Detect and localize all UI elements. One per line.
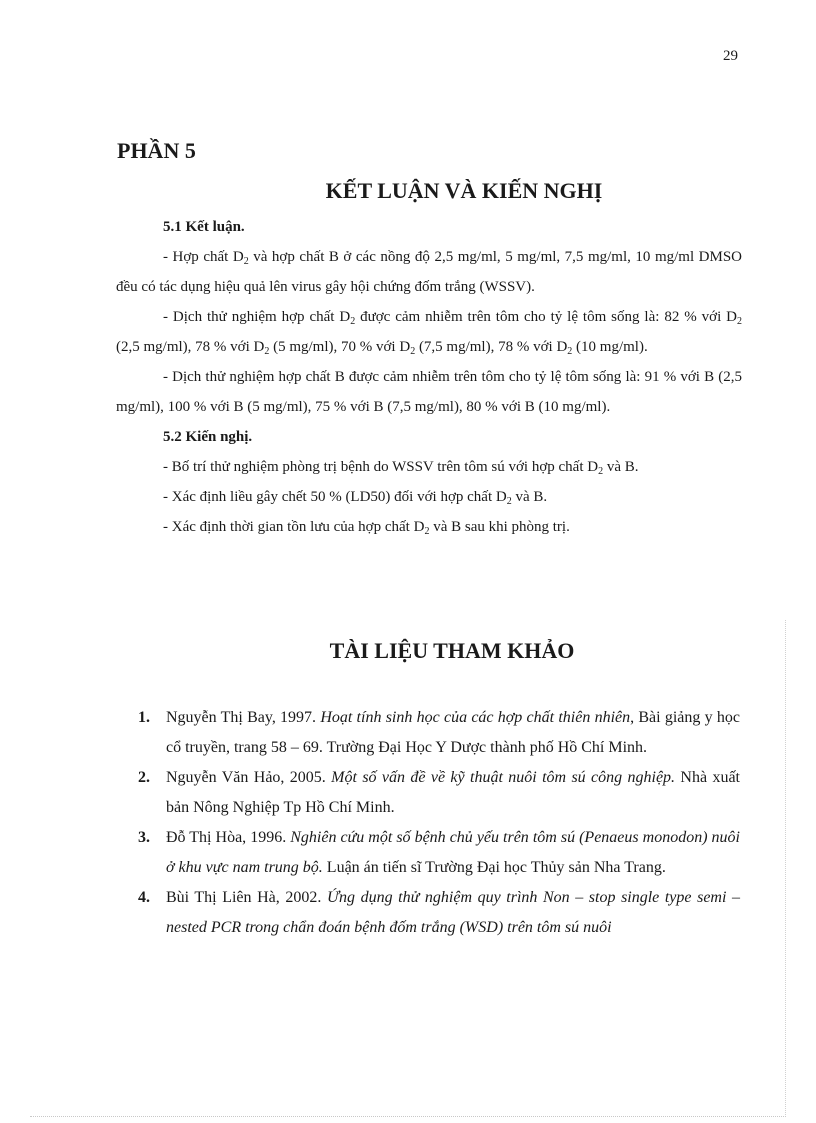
reference-number: 3. bbox=[138, 829, 150, 846]
reference-item: 1. Nguyễn Thị Bay, 1997. Hoạt tính sinh học của các hợp chất thiên nhiên, Bài giảng y học cổ truyền, trang 58 – 69. Trường Đại Học Y Dược thành phố Hồ Chí Minh. bbox=[138, 703, 740, 763]
recommendation-item: - Xác định liều gây chết 50 % (LD50) đối với hợp chất $D_2$ và B. bbox=[163, 489, 548, 507]
references-list bbox=[138, 703, 740, 943]
conclusion-paragraph: - Hợp chất $D_2$ và hợp chất B ở các nồng độ 2,5 mg/ml, 5 mg/ml, 7,5 mg/ml, 10 mg/ml DMSO đều có tác dụng hiệu quả lên virus gây hội chứng đốm trắng (WSSV). bbox=[116, 249, 743, 295]
reference-item: 3. Đỗ Thị Hòa, 1996. Nghiên cứu một số bệnh chủ yếu trên tôm sú (Penaeus monodon) nuôi ở khu vực nam trung bộ. Luận án tiến sĩ Trường Đại học Thủy sản Nha Trang. bbox=[138, 823, 740, 883]
reference-item: 4. Bùi Thị Liên Hà, 2002. Ứng dụng thử nghiệm quy trình Non – stop single type semi – nested PCR trong chẩn đoán bệnh đốm trắng (WSD) trên tôm sú nuôi bbox=[138, 883, 740, 943]
conclusions-section bbox=[116, 212, 742, 542]
section-heading-conclusion: 5.1 Kết luận. bbox=[163, 219, 245, 235]
page-border-right bbox=[785, 620, 786, 1115]
references-title: TÀI LIỆU THAM KHẢO bbox=[329, 638, 575, 663]
reference-number: 2. bbox=[138, 769, 150, 786]
conclusion-paragraph: - Dịch thử nghiệm hợp chất B được cảm nhiễm trên tôm cho tỷ lệ tôm sống là: 91 % với B (2,5 mg/ml), 100 % với B (5 mg/ml), 75 % với B (7,5 mg/ml), 80 % với B (10 mg/ml). bbox=[116, 369, 742, 415]
part-title: PHẦN 5 bbox=[117, 138, 196, 163]
recommendation-item: - Xác định thời gian tồn lưu của hợp chất $D_2$ và B sau khi phòng trị. bbox=[163, 519, 570, 537]
page-border-bottom bbox=[30, 1116, 786, 1117]
conclusion-paragraph: - Dịch thử nghiệm hợp chất $D_2$ được cảm nhiễm trên tôm cho tỷ lệ tôm sống là: 82 % với $D_2$ (2,5 mg/ml), 78 % với $D_2$ (5 mg/ml), 70 % với $D_2$ (7,5 mg/ml), 78 % với $D_2$ (10 mg/ml). bbox=[116, 309, 742, 357]
reference-number: 1. bbox=[138, 709, 150, 726]
reference-number: 4. bbox=[138, 889, 150, 906]
chapter-title: KẾT LUẬN VÀ KIẾN NGHỊ bbox=[325, 178, 603, 203]
reference-item: 2. Nguyễn Văn Hảo, 2005. Một số vấn đề về kỹ thuật nuôi tôm sú công nghiệp. Nhà xuất bản Nông Nghiệp Tp Hồ Chí Minh. bbox=[138, 763, 740, 823]
section-heading-recommendation: 5.2 Kiến nghị. bbox=[163, 429, 253, 445]
page-number: 29 bbox=[723, 48, 738, 64]
recommendation-item: - Bố trí thử nghiệm phòng trị bệnh do WSSV trên tôm sú với hợp chất $D_2$ và B. bbox=[163, 459, 639, 477]
